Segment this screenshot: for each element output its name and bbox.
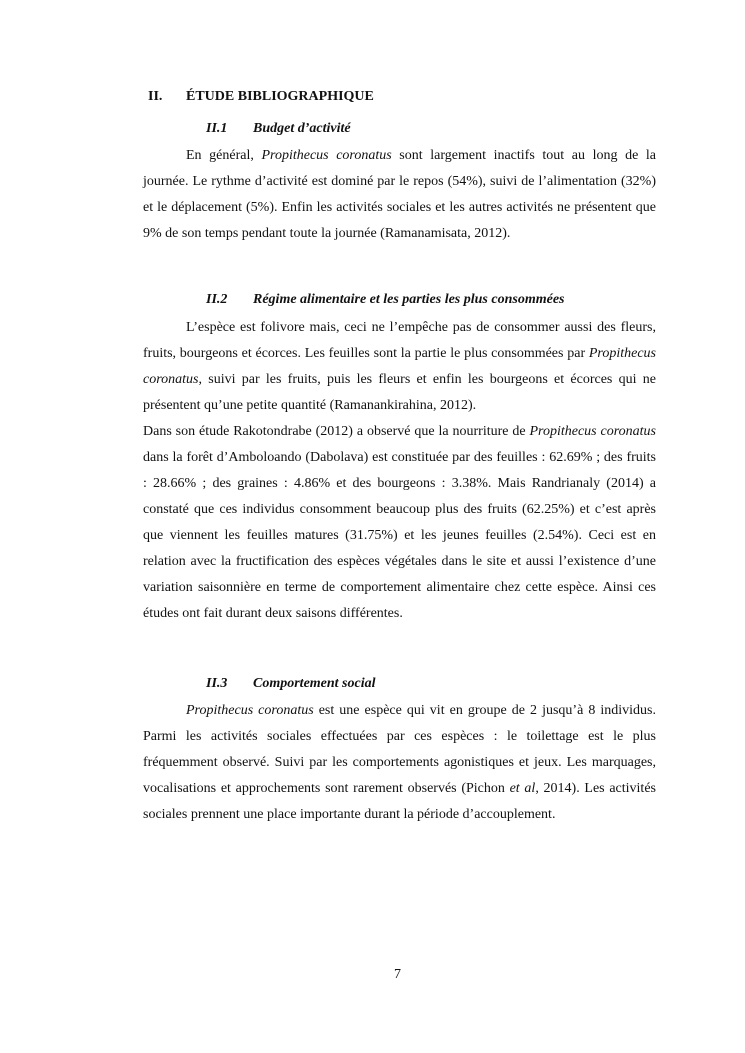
subsection-title: Comportement social <box>253 676 376 691</box>
subsection-2-body <box>143 315 656 627</box>
subsection-heading-2 <box>206 292 564 308</box>
page-number: 7 <box>394 967 401 982</box>
paragraph: Dans son étude Rakotondrabe (2012) a observé que la nourriture de Propithecus coronatus dans la forêt d’Amboloando (Dabolava) est constituée par des feuilles : 62.69% ; des fruits : 28.66% ; des graines : 4.86% et des bourgeons : 3.38%. Mais Randrianaly (2014) a constaté que ces individus consomment beaucoup plus des fruits (62.25%) et c’est après que viennent les feuilles matures (31.75%) et les jeunes feuilles (2.54%). Ceci est en relation avec la fructification des espèces végétales dans le site et aussi l’existence d’une variation saisonnière en terme de comportement alimentaire chez cette espèce. Ainsi ces études ont fait durant deux saisons différentes. <box>143 424 656 621</box>
species-name: Propithecus coronatus <box>529 424 656 439</box>
subsection-title: Budget d’activité <box>253 121 351 136</box>
species-name: Propithecus coronatus <box>261 148 392 163</box>
subsection-heading-3 <box>206 676 376 692</box>
paragraph: L’espèce est folivore mais, ceci ne l’empêche pas de consommer aussi des fleurs, fruits, bourgeons et écorces. Les feuilles sont la partie le plus consommées par Propithecus coronatus, suivi par les fruits, puis les fleurs et enfin les bourgeons et écorces qui ne présentent qu’une petite quantité (Ramanankirahina, 2012). <box>143 320 656 413</box>
paragraph: Propithecus coronatus est une espèce qui vit en groupe de 2 jusqu’à 8 individus. Parmi les activités sociales effectuées par ces espèces : le toilettage est le plus fréquemment observé. Suivi par les comportements agonistiques et jeux. Les marquages, vocalisations et approchements sont rarement observés (Pichon et al, 2014). Les activités sociales prennent une place importante durant la période d’accouplement. <box>143 703 656 822</box>
subsection-title: Régime alimentaire et les parties les plus consommées <box>253 292 565 307</box>
subsection-heading-1 <box>206 121 351 137</box>
section-title: ÉTUDE BIBLIOGRAPHIQUE <box>186 89 374 104</box>
species-name: Propithecus coronatus <box>143 346 656 387</box>
subsection-number: II.3 <box>206 676 228 691</box>
section-heading <box>148 89 374 105</box>
subsection-3-body <box>143 698 656 828</box>
subsection-1-body <box>143 143 656 247</box>
citation-etal: et al <box>509 781 536 796</box>
subsection-number: II.1 <box>206 121 228 136</box>
section-number: II. <box>148 89 163 104</box>
paragraph: En général, Propithecus coronatus sont largement inactifs tout au long de la journée. Le rythme d’activité est dominé par le repos (54%), suivi de l’alimentation (32%) et le déplacement (5%). Enfin les activités sociales et les autres activités ne présentent que 9% de son temps pendant toute la journée (Ramanamisata, 2012). <box>143 148 657 241</box>
subsection-number: II.2 <box>206 292 228 307</box>
species-name: Propithecus coronatus <box>186 703 314 718</box>
